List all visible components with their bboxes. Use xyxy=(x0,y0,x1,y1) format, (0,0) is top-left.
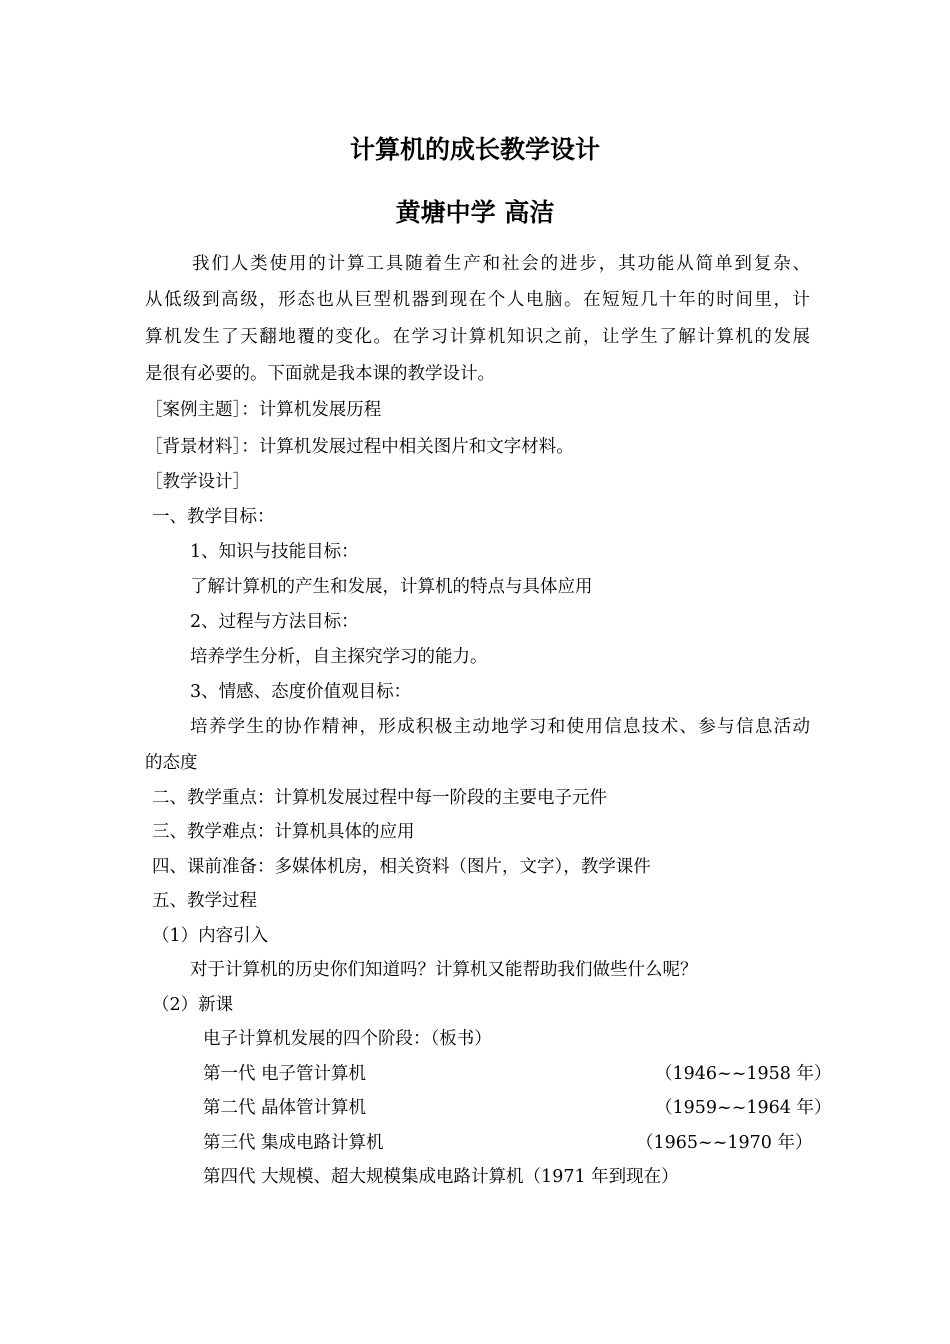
goal-3-text-1: 培养学生的协作精神，形成积极主动地学习和使用信息技术、参与信息活动 xyxy=(190,717,810,737)
intro-line-4: 是很有必要的。下面就是我本课的教学设计。 xyxy=(145,364,495,384)
generation-2-years: （1959~~1964 年） xyxy=(655,1098,832,1118)
goal-3-text-2: 的态度 xyxy=(145,753,198,773)
section-key-points: 二、教学重点：计算机发展过程中每一阶段的主要电子元件 xyxy=(152,788,607,808)
section-process: 五、教学过程 xyxy=(152,891,257,911)
step-2-heading: （2）新课 xyxy=(152,995,234,1015)
generation-2-name: 第二代 晶体管计算机 xyxy=(203,1098,367,1118)
stages-intro: 电子计算机发展的四个阶段：（板书） xyxy=(203,1029,492,1049)
intro-line-1: 我们人类使用的计算工具随着生产和社会的进步，其功能从简单到复杂、 xyxy=(192,254,810,274)
intro-line-3: 算机发生了天翻地覆的变化。在学习计算机知识之前，让学生了解计算机的发展 xyxy=(145,327,810,347)
goal-1-text: 了解计算机的产生和发展，计算机的特点与具体应用 xyxy=(190,577,593,597)
section-teaching-goals: 一、教学目标： xyxy=(152,507,275,527)
background-material: ［背景材料］：计算机发展过程中相关图片和文字材料。 xyxy=(145,437,574,457)
section-preparation: 四、课前准备：多媒体机房，相关资料（图片，文字），教学课件 xyxy=(152,857,651,877)
generation-3-years: （1965~~1970 年） xyxy=(636,1133,813,1153)
case-theme: ［案例主题］：计算机发展历程 xyxy=(145,400,382,420)
document-title: 计算机的成长教学设计 xyxy=(349,135,600,164)
generation-4-name: 第四代 大规模、超大规模集成电路计算机（1971 年到现在） xyxy=(203,1167,679,1187)
goal-3-title: 3、情感、态度价值观目标： xyxy=(190,682,412,702)
section-difficulties: 三、教学难点：计算机具体的应用 xyxy=(152,822,415,842)
generation-3-name: 第三代 集成电路计算机 xyxy=(203,1133,384,1153)
generation-1-years: （1946~~1958 年） xyxy=(655,1064,832,1084)
goal-2-text: 培养学生分析，自主探究学习的能力。 xyxy=(190,647,488,667)
step-1-text: 对于计算机的历史你们知道吗？计算机又能帮助我们做些什么呢？ xyxy=(190,960,698,980)
step-1-heading: （1）内容引入 xyxy=(152,926,269,946)
goal-2-title: 2、过程与方法目标： xyxy=(190,612,359,632)
intro-line-2: 从低级到高级，形态也从巨型机器到现在个人电脑。在短短几十年的时间里，计 xyxy=(145,290,810,310)
generation-1-name: 第一代 电子管计算机 xyxy=(203,1064,367,1084)
goal-1-title: 1、知识与技能目标： xyxy=(190,542,359,562)
design-header: ［教学设计］ xyxy=(145,472,250,492)
author-line: 黄塘中学 高洁 xyxy=(395,198,555,227)
